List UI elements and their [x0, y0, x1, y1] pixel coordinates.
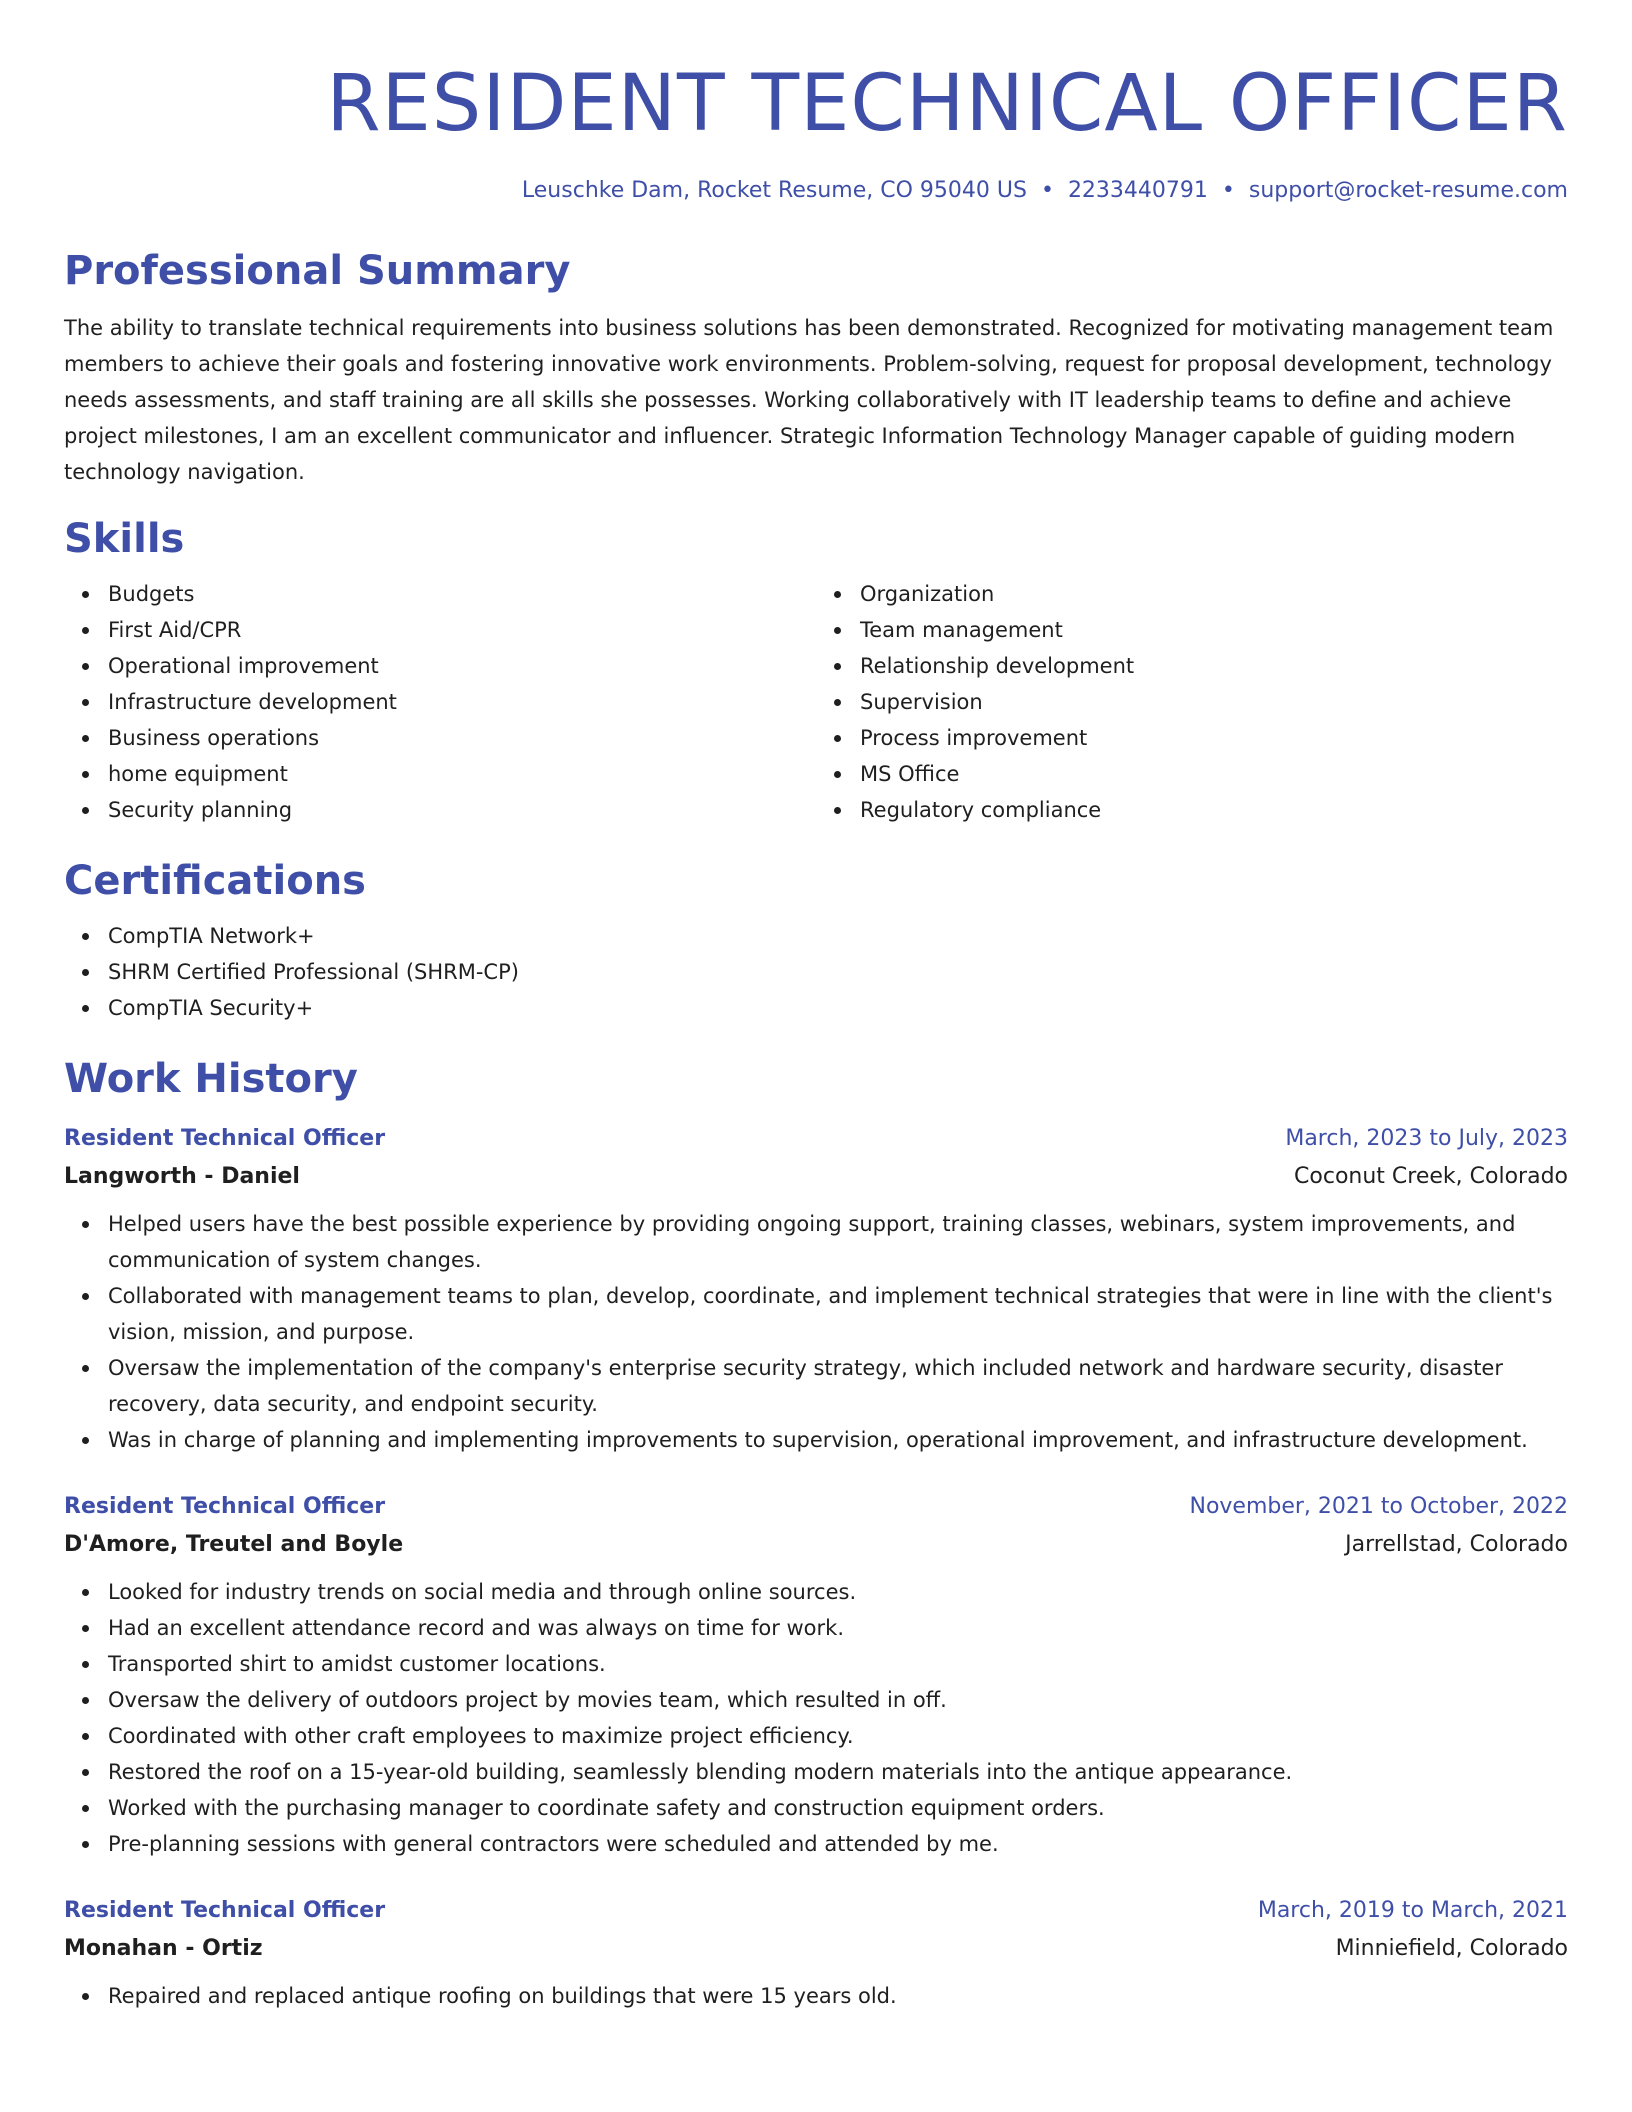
job-dates: March, 2019 to March, 2021 — [1257, 1898, 1568, 1923]
skill-item: Regulatory compliance — [860, 792, 1568, 828]
contact-separator: • — [1221, 178, 1235, 203]
job-bullet: Oversaw the delivery of outdoors project by movies team, which resulted in off. — [108, 1682, 1568, 1718]
job-title: Resident Technical Officer — [64, 1126, 386, 1151]
job-bullet: Worked with the purchasing manager to coordinate safety and construction equipment orders. — [108, 1790, 1568, 1826]
skills-list — [64, 576, 1568, 828]
certification-item: CompTIA Network+ — [108, 918, 1568, 954]
job-bullets — [64, 1978, 1568, 2014]
skill-item: MS Office — [860, 756, 1568, 792]
job-location: Jarrellstad, Colorado — [1345, 1532, 1568, 1557]
certification-item: SHRM Certified Professional (SHRM-CP) — [108, 954, 1568, 990]
skill-item: Team management — [860, 612, 1568, 648]
job-header — [64, 1488, 1568, 1526]
job-bullet: Looked for industry trends on social media and through online sources. — [108, 1574, 1568, 1610]
job-entry — [64, 1892, 1568, 2014]
skills-heading: Skills — [64, 516, 185, 562]
job-location: Coconut Creek, Colorado — [1294, 1164, 1568, 1189]
job-bullet: Restored the roof on a 15-year-old building, seamlessly blending modern materials into the antique appearance. — [108, 1754, 1568, 1790]
job-bullet: Repaired and replaced antique roofing on buildings that were 15 years old. — [108, 1978, 1568, 2014]
summary-text: The ability to translate technical requirements into business solutions has been demonstrated. Recognized for motivating management team members to achieve their goals and fostering innovative work environments. Problem-solving, request for proposal development, technology needs assessments, and staff training are all skills she possesses. Working collaboratively with IT leadership teams to define and achieve project milestones, I am an excellent communicator and influencer. Strategic Information Technology Manager capable of guiding modern technology navigation. — [64, 316, 1554, 484]
job-location: Minniefield, Colorado — [1335, 1936, 1568, 1961]
skill-item: Budgets — [108, 576, 816, 612]
skill-item: Process improvement — [860, 720, 1568, 756]
resume-name: RESIDENT TECHNICAL OFFICER — [326, 59, 1568, 149]
job-header — [64, 1892, 1568, 1930]
certifications-list — [64, 918, 1568, 1026]
job-bullet: Transported shirt to amidst customer locations. — [108, 1646, 1568, 1682]
certification-item: CompTIA Security+ — [108, 990, 1568, 1026]
job-bullet: Was in charge of planning and implementing improvements to supervision, operational improvement, and infrastructure development. — [108, 1422, 1568, 1458]
job-bullets — [64, 1206, 1568, 1458]
job-entry — [64, 1488, 1568, 1862]
skill-item: First Aid/CPR — [108, 612, 816, 648]
job-subheader — [64, 1526, 1568, 1564]
job-bullet: Had an excellent attendance record and was always on time for work. — [108, 1610, 1568, 1646]
work-history-heading: Work History — [64, 1056, 358, 1102]
job-company: Monahan - Ortiz — [64, 1936, 263, 1961]
job-header — [64, 1120, 1568, 1158]
skill-item: Relationship development — [860, 648, 1568, 684]
contact-phone: 2233440791 — [1067, 178, 1208, 203]
skill-item: Organization — [860, 576, 1568, 612]
resume-page — [64, 0, 1568, 2014]
skills-column-right — [816, 576, 1568, 828]
job-bullet: Coordinated with other craft employees to maximize project efficiency. — [108, 1718, 1568, 1754]
job-title: Resident Technical Officer — [64, 1494, 386, 1519]
certifications-heading: Certifications — [64, 858, 366, 904]
job-bullet: Oversaw the implementation of the company's enterprise security strategy, which included network and hardware security, disaster recovery, data security, and endpoint security. — [108, 1350, 1568, 1422]
skill-item: Security planning — [108, 792, 816, 828]
contact-separator: • — [1040, 178, 1054, 203]
skill-item: Operational improvement — [108, 648, 816, 684]
job-company: D'Amore, Treutel and Boyle — [64, 1532, 404, 1557]
contact-email[interactable]: support@rocket-resume.com — [1248, 178, 1568, 203]
job-company: Langworth - Daniel — [64, 1164, 300, 1189]
contact-line — [64, 176, 1568, 206]
job-bullet: Pre-planning sessions with general contractors were scheduled and attended by me. — [108, 1826, 1568, 1862]
skill-item: Infrastructure development — [108, 684, 816, 720]
job-bullet: Collaborated with management teams to plan, develop, coordinate, and implement technical strategies that were in line with the client's vision, mission, and purpose. — [108, 1278, 1568, 1350]
job-title: Resident Technical Officer — [64, 1898, 386, 1923]
job-entry — [64, 1120, 1568, 1458]
job-subheader — [64, 1158, 1568, 1196]
skills-column-left — [64, 576, 816, 828]
job-bullets — [64, 1574, 1568, 1862]
contact-address: Leuschke Dam, Rocket Resume, CO 95040 US — [521, 178, 1027, 203]
job-subheader — [64, 1930, 1568, 1968]
skill-item: Business operations — [108, 720, 816, 756]
summary-heading: Professional Summary — [64, 248, 571, 294]
skill-item: Supervision — [860, 684, 1568, 720]
skill-item: home equipment — [108, 756, 816, 792]
job-dates: November, 2021 to October, 2022 — [1189, 1494, 1568, 1519]
job-bullet: Helped users have the best possible experience by providing ongoing support, training classes, webinars, system improvements, and communication of system changes. — [108, 1206, 1568, 1278]
job-dates: March, 2023 to July, 2023 — [1285, 1126, 1568, 1151]
